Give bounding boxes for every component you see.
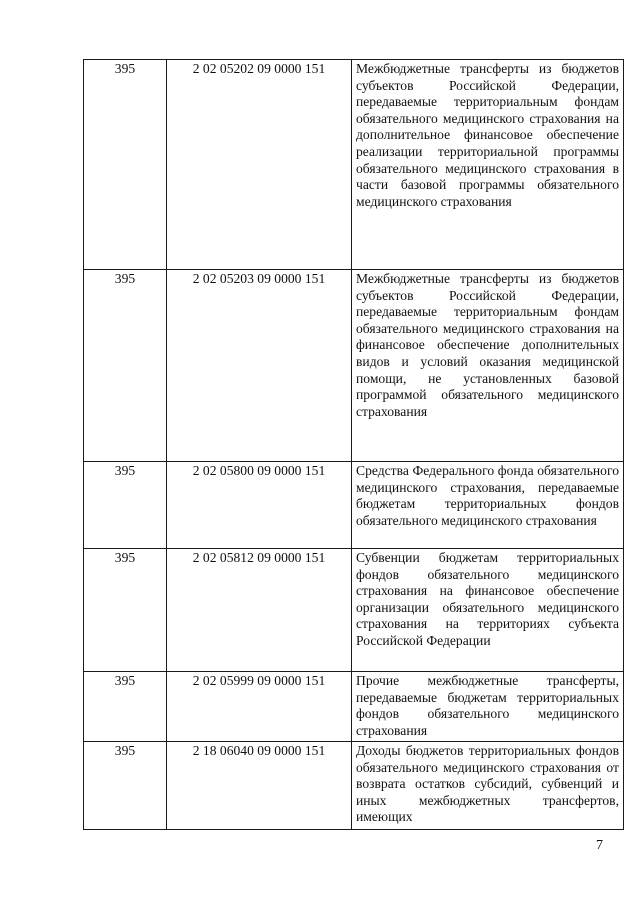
description-cell: Межбюджетные трансферты из бюджетов субъектов Российской Федерации, передаваемые территориальным фондам обязательного медицинского страхования на финансовое обеспечение дополнительных видов и условий оказания медицинской помощи, не установленных базовой программой обязательного медицинского страхования <box>352 270 624 462</box>
description-cell: Доходы бюджетов территориальных фондов обязательного медицинского страхования от возврата остатков субсидий, субвенций и иных межбюджетных трансфертов, имеющих <box>352 742 624 830</box>
kbk-code-cell: 2 02 05999 09 0000 151 <box>167 672 352 742</box>
description-cell: Межбюджетные трансферты из бюджетов субъектов Российской Федерации, передаваемые территориальным фондам обязательного медицинского страхования на дополнительное финансовое обеспечение реализации территориальной программы обязательного медицинского страхования в части базовой программы обязательного медицинского страхования <box>352 60 624 270</box>
budget-classification-table <box>83 59 624 830</box>
kbk-code-cell: 2 02 05202 09 0000 151 <box>167 60 352 270</box>
kbk-code-cell: 2 02 05812 09 0000 151 <box>167 549 352 672</box>
table-row <box>84 462 624 549</box>
description-cell: Прочие межбюджетные трансферты, передаваемые бюджетам территориальных фондов обязательного медицинского страхования <box>352 672 624 742</box>
table-row <box>84 60 624 270</box>
page-number: 7 <box>596 838 603 853</box>
admin-code-cell: 395 <box>84 549 167 672</box>
table-row <box>84 549 624 672</box>
description-cell: Субвенции бюджетам территориальных фондов обязательного медицинского страхования на финансовое обеспечение организации обязательного медицинского страхования на территориях субъекта Российской Федерации <box>352 549 624 672</box>
kbk-code-cell: 2 02 05800 09 0000 151 <box>167 462 352 549</box>
admin-code-cell: 395 <box>84 462 167 549</box>
kbk-code-cell: 2 02 05203 09 0000 151 <box>167 270 352 462</box>
admin-code-cell: 395 <box>84 270 167 462</box>
table-row <box>84 270 624 462</box>
description-cell: Средства Федерального фонда обязательного медицинского страхования, передаваемые бюджетам территориальных фондов обязательного медицинского страхования <box>352 462 624 549</box>
admin-code-cell: 395 <box>84 742 167 830</box>
table-row <box>84 742 624 830</box>
admin-code-cell: 395 <box>84 60 167 270</box>
table-row <box>84 672 624 742</box>
admin-code-cell: 395 <box>84 672 167 742</box>
kbk-code-cell: 2 18 06040 09 0000 151 <box>167 742 352 830</box>
